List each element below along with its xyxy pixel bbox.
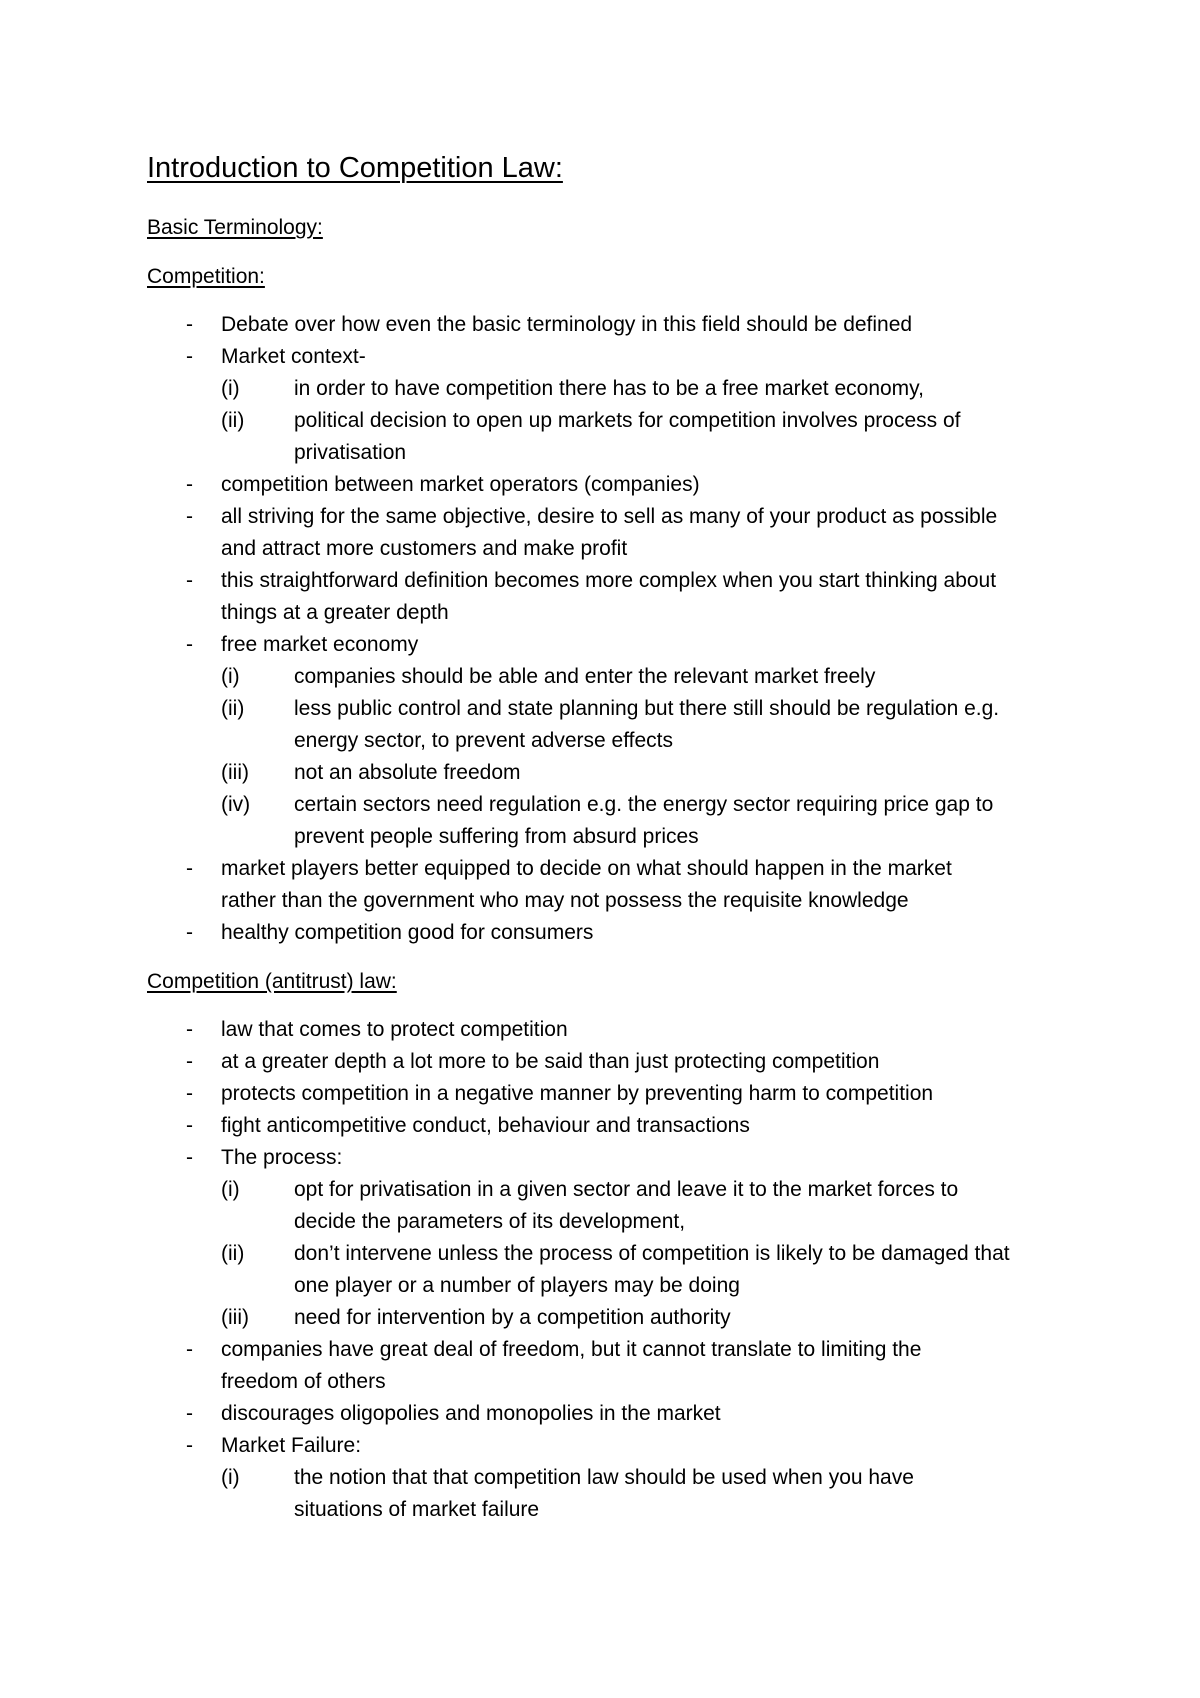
- item-text-line: political decision to open up markets for competition involves process of: [294, 409, 961, 432]
- bullet-marker: -: [186, 1018, 193, 1041]
- item-text-line: need for intervention by a competition authority: [294, 1306, 731, 1329]
- bullet-marker: -: [186, 857, 193, 880]
- item-text-line: decide the parameters of its development,: [294, 1210, 686, 1233]
- item-text-line: competition between market operators (companies): [221, 473, 700, 496]
- sub-list-item: [0, 1302, 1200, 1334]
- bullet-item: [0, 629, 1200, 661]
- bullet-marker: -: [186, 505, 193, 528]
- sub-item-marker: (i): [221, 1178, 240, 1201]
- sub-list-item: [0, 661, 1200, 693]
- bullet-marker: -: [186, 313, 193, 336]
- sub-list-item: [0, 373, 1200, 405]
- item-text-line: freedom of others: [221, 1370, 386, 1393]
- item-text-line: certain sectors need regulation e.g. the energy sector requiring price gap to: [294, 793, 994, 816]
- item-text-line: opt for privatisation in a given sector and leave it to the market forces to: [294, 1178, 959, 1201]
- item-text-line: Market context-: [221, 345, 366, 368]
- bullet-item: [0, 341, 1200, 373]
- item-text-line: energy sector, to prevent adverse effects: [294, 729, 673, 752]
- sub-list-item: [0, 789, 1200, 853]
- bullet-marker: -: [186, 569, 193, 592]
- bullet-item: [0, 1430, 1200, 1462]
- sub-list-item: [0, 757, 1200, 789]
- sub-item-marker: (i): [221, 665, 240, 688]
- bullet-item: [0, 1046, 1200, 1078]
- bullet-marker: -: [186, 1114, 193, 1137]
- item-text-line: not an absolute freedom: [294, 761, 521, 784]
- section-heading-competition-law: Competition (antitrust) law:: [147, 970, 397, 993]
- item-text-line: discourages oligopolies and monopolies in the market: [221, 1402, 721, 1425]
- sub-item-marker: (iv): [221, 793, 251, 816]
- competition-law-list: [0, 1014, 1200, 1526]
- item-text-line: and attract more customers and make profit: [221, 537, 628, 560]
- bullet-item: [0, 1398, 1200, 1430]
- item-text-line: companies should be able and enter the relevant market freely: [294, 665, 876, 688]
- item-text-line: at a greater depth a lot more to be said than just protecting competition: [221, 1050, 880, 1073]
- sub-list-item: [0, 693, 1200, 757]
- sub-item-marker: (iii): [221, 1306, 249, 1329]
- item-text-line: don’t intervene unless the process of competition is likely to be damaged that: [294, 1242, 1010, 1265]
- item-text-line: prevent people suffering from absurd prices: [294, 825, 699, 848]
- sub-item-marker: (i): [221, 1466, 240, 1489]
- bullet-marker: -: [186, 473, 193, 496]
- sub-list-item: [0, 1238, 1200, 1302]
- bullet-item: [0, 917, 1200, 949]
- item-text-line: privatisation: [294, 441, 407, 464]
- item-text-line: protects competition in a negative manner by preventing harm to competition: [221, 1082, 934, 1105]
- bullet-item: [0, 1078, 1200, 1110]
- bullet-item: [0, 565, 1200, 629]
- sub-list-item: [0, 1462, 1200, 1526]
- bullet-item: [0, 1014, 1200, 1046]
- item-text-line: free market economy: [221, 633, 419, 656]
- document-title: Introduction to Competition Law:: [147, 152, 563, 184]
- bullet-marker: -: [186, 1146, 193, 1169]
- item-text-line: situations of market failure: [294, 1498, 540, 1521]
- item-text-line: the notion that that competition law should be used when you have: [294, 1466, 914, 1489]
- item-text-line: Debate over how even the basic terminology in this field should be defined: [221, 313, 913, 336]
- bullet-item: [0, 853, 1200, 917]
- bullet-marker: -: [186, 1434, 193, 1457]
- bullet-item: [0, 501, 1200, 565]
- bullet-marker: -: [186, 1082, 193, 1105]
- sub-item-marker: (i): [221, 377, 240, 400]
- item-text-line: companies have great deal of freedom, but it cannot translate to limiting the: [221, 1338, 922, 1361]
- item-text-line: fight anticompetitive conduct, behaviour and transactions: [221, 1114, 750, 1137]
- item-text-line: all striving for the same objective, desire to sell as many of your product as possible: [221, 505, 998, 528]
- sub-item-marker: (ii): [221, 409, 245, 432]
- sub-item-marker: (ii): [221, 1242, 245, 1265]
- item-text-line: Market Failure:: [221, 1434, 362, 1457]
- bullet-item: [0, 469, 1200, 501]
- bullet-marker: -: [186, 345, 193, 368]
- item-text-line: less public control and state planning but there still should be regulation e.g.: [294, 697, 1000, 720]
- bullet-marker: -: [186, 1402, 193, 1425]
- item-text-line: market players better equipped to decide on what should happen in the market: [221, 857, 952, 880]
- bullet-item: [0, 1142, 1200, 1174]
- bullet-marker: -: [186, 921, 193, 944]
- bullet-marker: -: [186, 1338, 193, 1361]
- bullet-marker: -: [186, 633, 193, 656]
- item-text-line: The process:: [221, 1146, 343, 1169]
- item-text-line: things at a greater depth: [221, 601, 449, 624]
- item-text-line: law that comes to protect competition: [221, 1018, 568, 1041]
- competition-list: [0, 309, 1200, 949]
- item-text-line: one player or a number of players may be doing: [294, 1274, 740, 1297]
- bullet-item: [0, 309, 1200, 341]
- section-heading-competition: Competition:: [147, 265, 265, 288]
- section-heading-basic-terminology: Basic Terminology:: [147, 216, 323, 239]
- item-text-line: rather than the government who may not possess the requisite knowledge: [221, 889, 909, 912]
- item-text-line: healthy competition good for consumers: [221, 921, 594, 944]
- sub-item-marker: (iii): [221, 761, 249, 784]
- sub-list-item: [0, 1174, 1200, 1238]
- bullet-item: [0, 1334, 1200, 1398]
- bullet-item: [0, 1110, 1200, 1142]
- item-text-line: in order to have competition there has to be a free market economy,: [294, 377, 924, 400]
- sub-list-item: [0, 405, 1200, 469]
- bullet-marker: -: [186, 1050, 193, 1073]
- item-text-line: this straightforward definition becomes more complex when you start thinking about: [221, 569, 997, 592]
- sub-item-marker: (ii): [221, 697, 245, 720]
